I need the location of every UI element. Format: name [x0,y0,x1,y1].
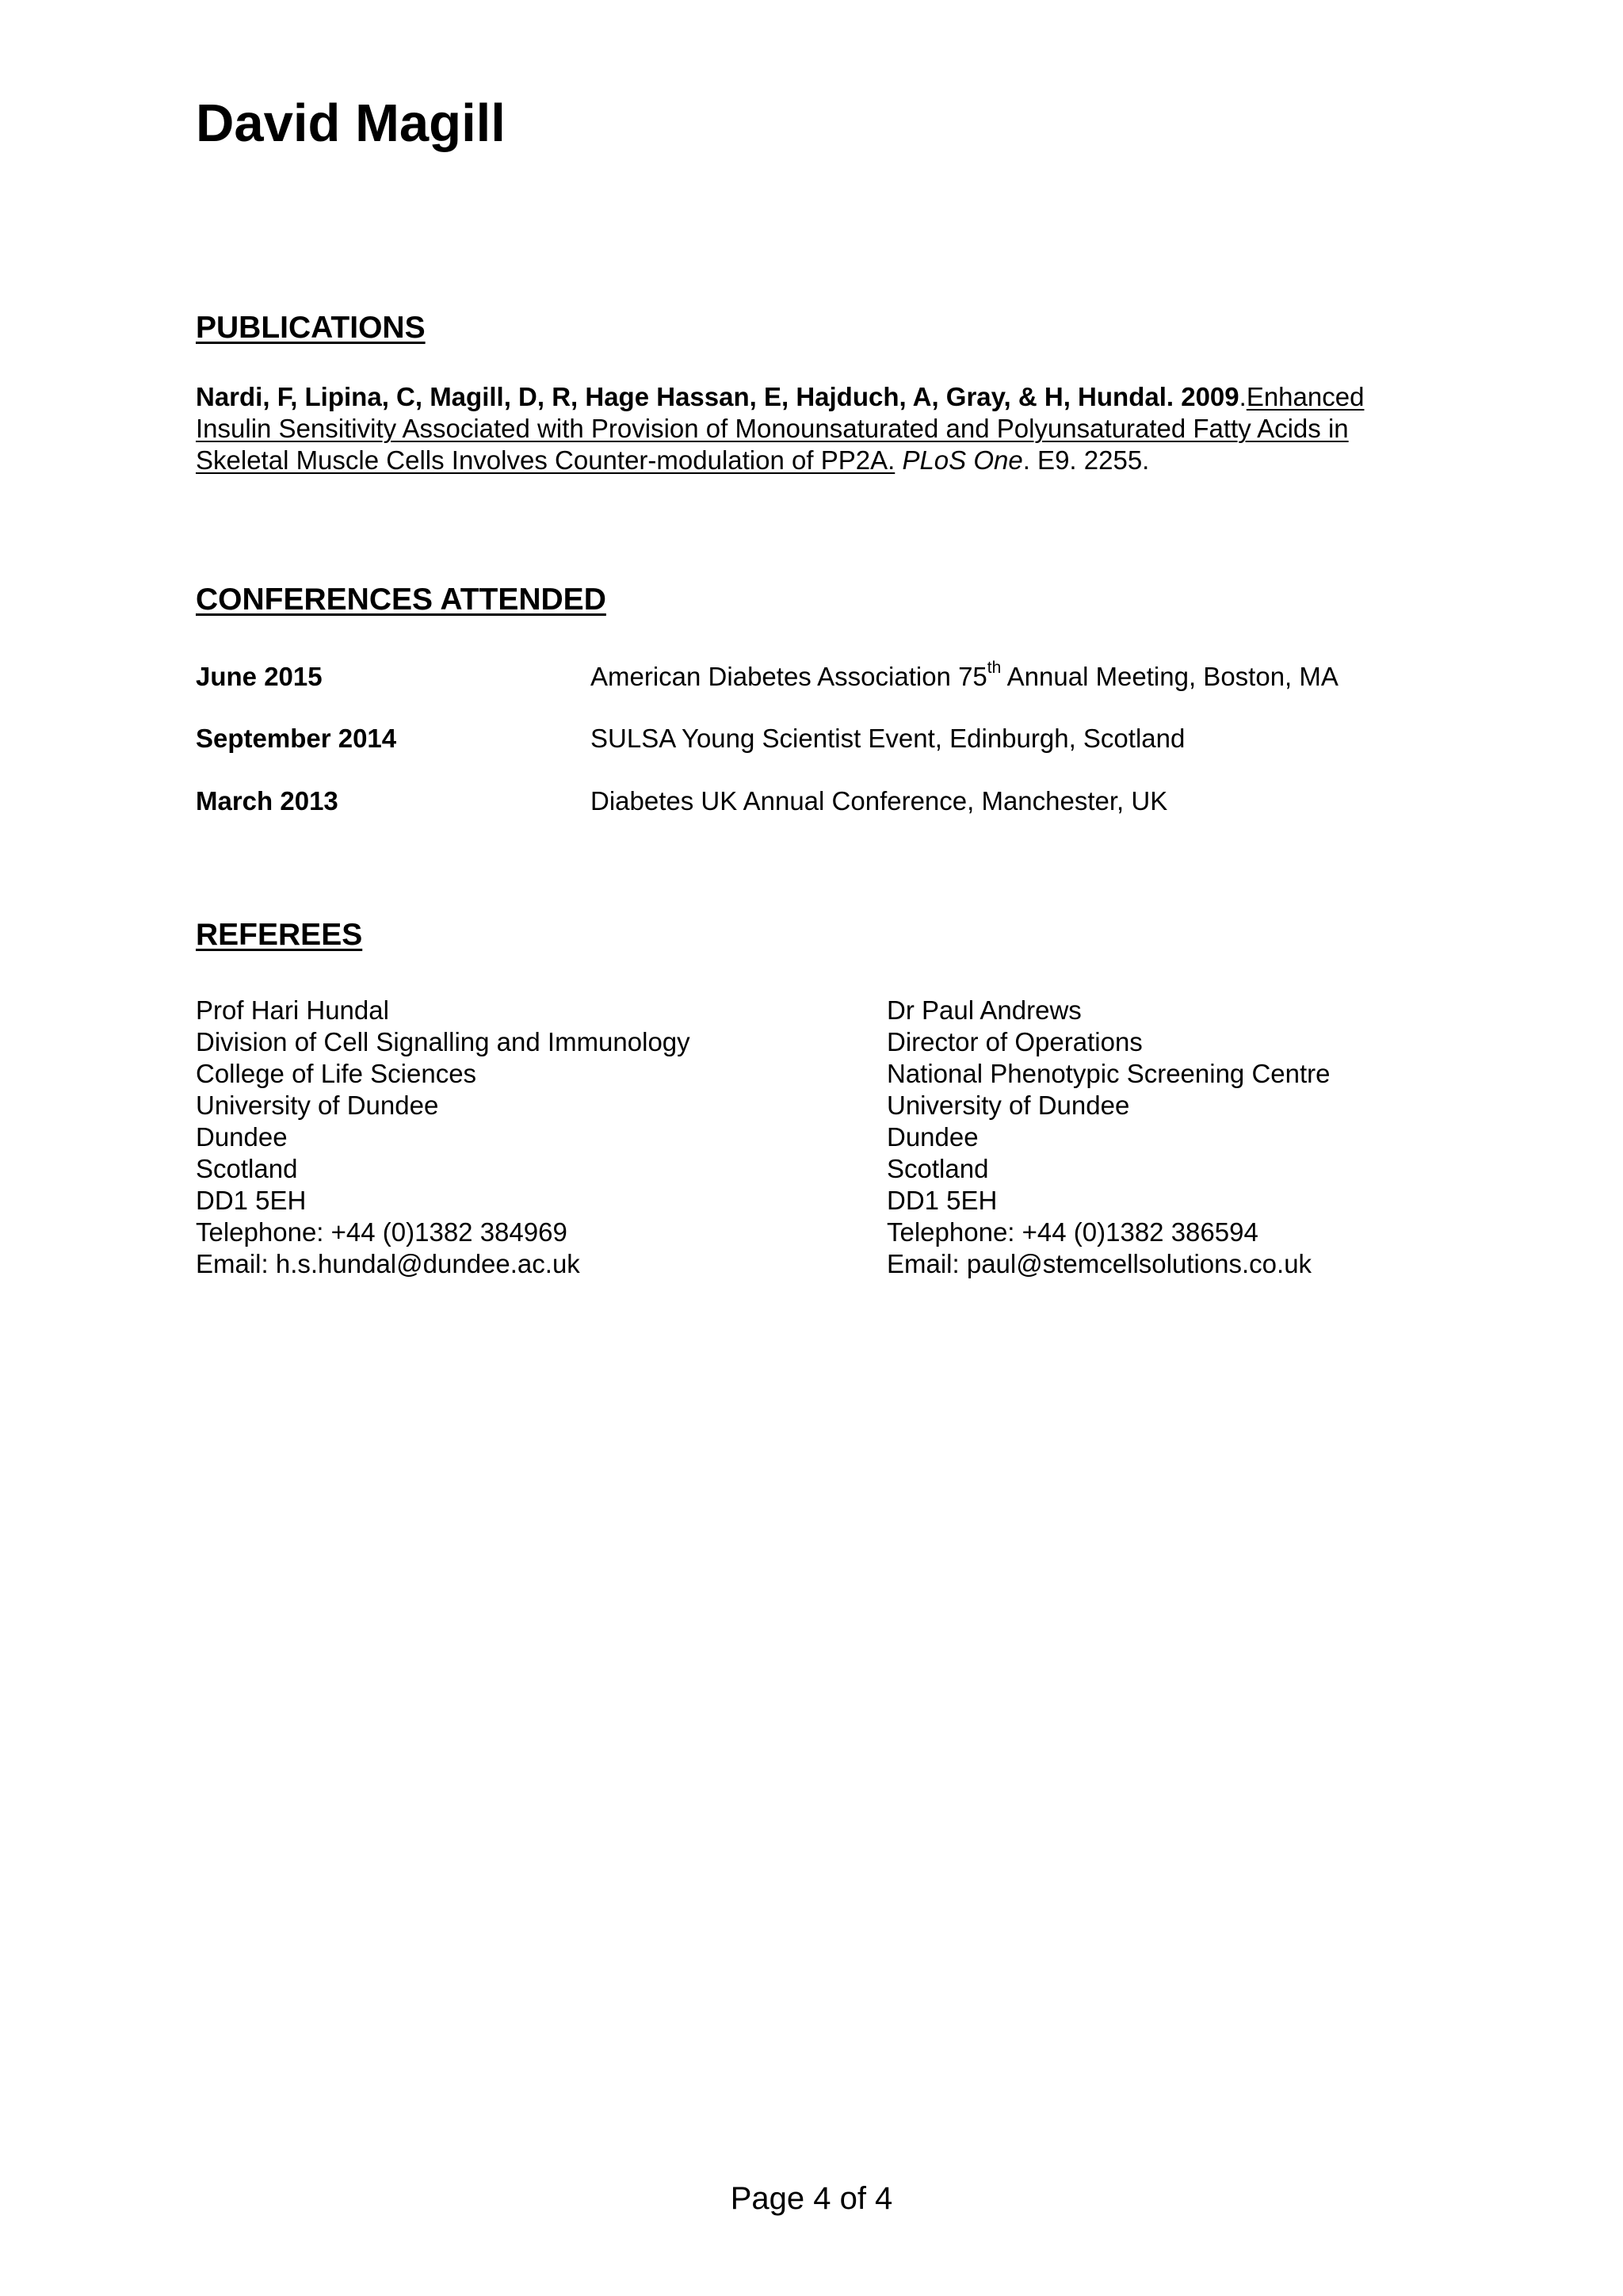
referee-name: Dr Paul Andrews [887,995,1082,1025]
publication-journal: PLoS One [902,445,1023,475]
referee-postcode: DD1 5EH [887,1186,998,1215]
publications-heading: PUBLICATIONS [196,311,426,345]
referee-organisation: College of Life Sciences [196,1059,477,1088]
referee-name: Prof Hari Hundal [196,995,389,1025]
publication-entry [196,381,1432,476]
conference-event: Diabetes UK Annual Conference, Manchester, UK [590,786,1168,816]
referee-email[interactable]: Email: paul@stemcellsolutions.co.uk [887,1249,1312,1278]
conference-event: SULSA Young Scientist Event, Edinburgh, Scotland [590,724,1186,753]
referee-postcode: DD1 5EH [196,1186,307,1215]
referee-institution: University of Dundee [887,1091,1130,1120]
conferences-heading: CONFERENCES ATTENDED [196,583,606,617]
publication-title-link[interactable]: Enhanced Insulin Sensitivity Associated with Provision of Monounsaturated and Polyunsaturated Fatty Acids in Skeletal Muscle Cells Involves Counter-modulation of PP2A. [196,382,1365,475]
ordinal-suffix: th [987,659,1002,677]
conference-date: September 2014 [196,724,397,753]
referees-heading: REFEREES [196,918,363,952]
publication-details: . E9. 2255. [1022,445,1150,475]
referee-block [887,995,1331,1280]
referee-telephone: Telephone: +44 (0)1382 386594 [887,1217,1258,1247]
referee-city: Dundee [887,1122,979,1152]
referee-organisation: National Phenotypic Screening Centre [887,1059,1331,1088]
referee-telephone: Telephone: +44 (0)1382 384969 [196,1217,567,1247]
conference-row [196,661,1464,693]
conference-date: March 2013 [196,786,338,816]
referee-city: Dundee [196,1122,288,1152]
publication-authors: Nardi, F, Lipina, C, Magill, D, R, Hage Hassan, E, Hajduch, A, Gray, & H, Hundal. 2009 [196,382,1239,411]
conference-row [196,785,1464,817]
conference-date: June 2015 [196,662,323,691]
conference-row [196,723,1464,755]
referee-country: Scotland [887,1154,989,1183]
page-number: Page 4 of 4 [730,2181,893,2216]
referee-institution: University of Dundee [196,1091,439,1120]
referee-country: Scotland [196,1154,298,1183]
conference-event: American Diabetes Association 75th Annual Meeting, Boston, MA [590,659,1338,691]
referee-position: Division of Cell Signalling and Immunology [196,1027,690,1056]
referee-email[interactable]: Email: h.s.hundal@dundee.ac.uk [196,1249,580,1278]
referee-block [196,995,690,1280]
referee-position: Director of Operations [887,1027,1143,1056]
publication-separator: . [1239,382,1247,411]
cv-name: David Magill [196,94,506,153]
